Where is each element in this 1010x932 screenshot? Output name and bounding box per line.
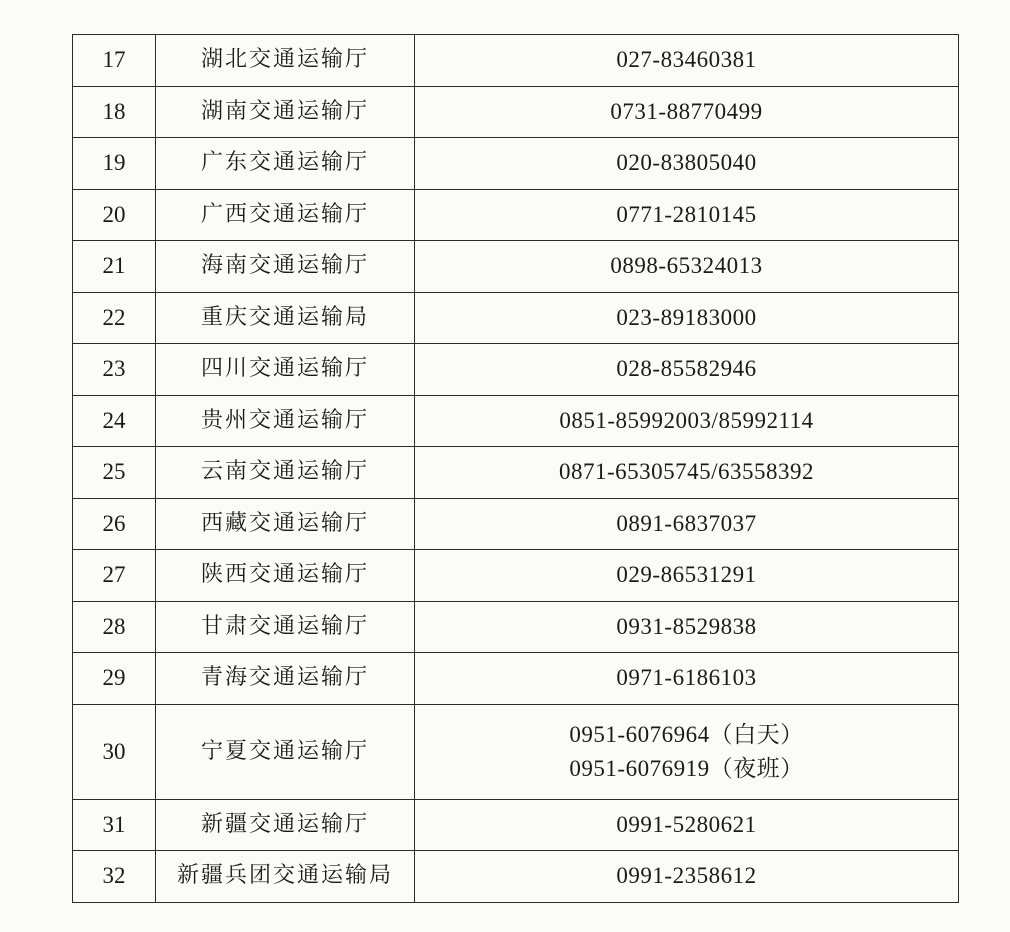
- phone-line: 0771-2810145: [616, 201, 757, 227]
- phone-number: [415, 138, 959, 190]
- table-row: [73, 189, 959, 241]
- phone-number: [415, 601, 959, 653]
- organization-name: 广东交通运输厅: [156, 138, 415, 190]
- phone-number: [415, 395, 959, 447]
- phone-number: [415, 86, 959, 138]
- phone-line: 028-85582946: [616, 356, 757, 382]
- organization-name: 云南交通运输厅: [156, 447, 415, 499]
- organization-name: 广西交通运输厅: [156, 189, 415, 241]
- phone-line: 0731-88770499: [610, 98, 763, 124]
- phone-number: [415, 35, 959, 87]
- phone-line: 0991-2358612: [616, 863, 757, 889]
- table-body: [73, 35, 959, 903]
- organization-name: 西藏交通运输厅: [156, 498, 415, 550]
- table-row: [73, 86, 959, 138]
- table-row: [73, 704, 959, 799]
- table-row: [73, 799, 959, 851]
- phone-line: 0991-5280621: [616, 811, 757, 837]
- phone-number: [415, 550, 959, 602]
- phone-line: 023-89183000: [616, 304, 757, 330]
- organization-name: 陕西交通运输厅: [156, 550, 415, 602]
- phone-number: [415, 704, 959, 799]
- table-row: [73, 344, 959, 396]
- table-row: [73, 851, 959, 903]
- phone-line: 027-83460381: [616, 47, 757, 73]
- row-number: 26: [73, 498, 156, 550]
- row-number: 27: [73, 550, 156, 602]
- table-row: [73, 447, 959, 499]
- row-number: 31: [73, 799, 156, 851]
- phone-line: 0931-8529838: [616, 613, 757, 639]
- phone-line: 0971-6186103: [616, 665, 757, 691]
- phone-line-day: 0951-6076964（白天）: [569, 721, 804, 747]
- table-row: [73, 35, 959, 87]
- phone-number: [415, 241, 959, 293]
- organization-name: 海南交通运输厅: [156, 241, 415, 293]
- phone-line: 020-83805040: [616, 150, 757, 176]
- organization-name: 贵州交通运输厅: [156, 395, 415, 447]
- organization-name: 新疆兵团交通运输局: [156, 851, 415, 903]
- row-number: 28: [73, 601, 156, 653]
- row-number: 30: [73, 704, 156, 799]
- row-number: 23: [73, 344, 156, 396]
- table-row: [73, 241, 959, 293]
- organization-name: 重庆交通运输局: [156, 292, 415, 344]
- phone-line: 0851-85992003/85992114: [559, 407, 814, 433]
- phone-line-night: 0951-6076919（夜班）: [569, 755, 804, 781]
- organization-name: 宁夏交通运输厅: [156, 704, 415, 799]
- phone-line: 0891-6837037: [616, 510, 757, 536]
- organization-name: 新疆交通运输厅: [156, 799, 415, 851]
- phone-number: [415, 344, 959, 396]
- phone-number: [415, 851, 959, 903]
- contact-table: [72, 34, 959, 903]
- organization-name: 湖南交通运输厅: [156, 86, 415, 138]
- row-number: 20: [73, 189, 156, 241]
- table-row: [73, 395, 959, 447]
- row-number: 29: [73, 653, 156, 705]
- row-number: 21: [73, 241, 156, 293]
- row-number: 22: [73, 292, 156, 344]
- table-row: [73, 292, 959, 344]
- row-number: 17: [73, 35, 156, 87]
- phone-number: [415, 799, 959, 851]
- organization-name: 青海交通运输厅: [156, 653, 415, 705]
- table-row: [73, 601, 959, 653]
- phone-number: [415, 653, 959, 705]
- table-row: [73, 498, 959, 550]
- phone-number: [415, 498, 959, 550]
- table-row: [73, 138, 959, 190]
- table-row: [73, 653, 959, 705]
- row-number: 18: [73, 86, 156, 138]
- organization-name: 湖北交通运输厅: [156, 35, 415, 87]
- phone-line: 0898-65324013: [610, 253, 763, 279]
- organization-name: 四川交通运输厅: [156, 344, 415, 396]
- row-number: 24: [73, 395, 156, 447]
- organization-name: 甘肃交通运输厅: [156, 601, 415, 653]
- phone-number: [415, 189, 959, 241]
- phone-number: [415, 292, 959, 344]
- table-row: [73, 550, 959, 602]
- row-number: 25: [73, 447, 156, 499]
- row-number: 19: [73, 138, 156, 190]
- phone-number: [415, 447, 959, 499]
- row-number: 32: [73, 851, 156, 903]
- phone-line: 029-86531291: [616, 562, 757, 588]
- phone-line: 0871-65305745/63558392: [558, 459, 815, 485]
